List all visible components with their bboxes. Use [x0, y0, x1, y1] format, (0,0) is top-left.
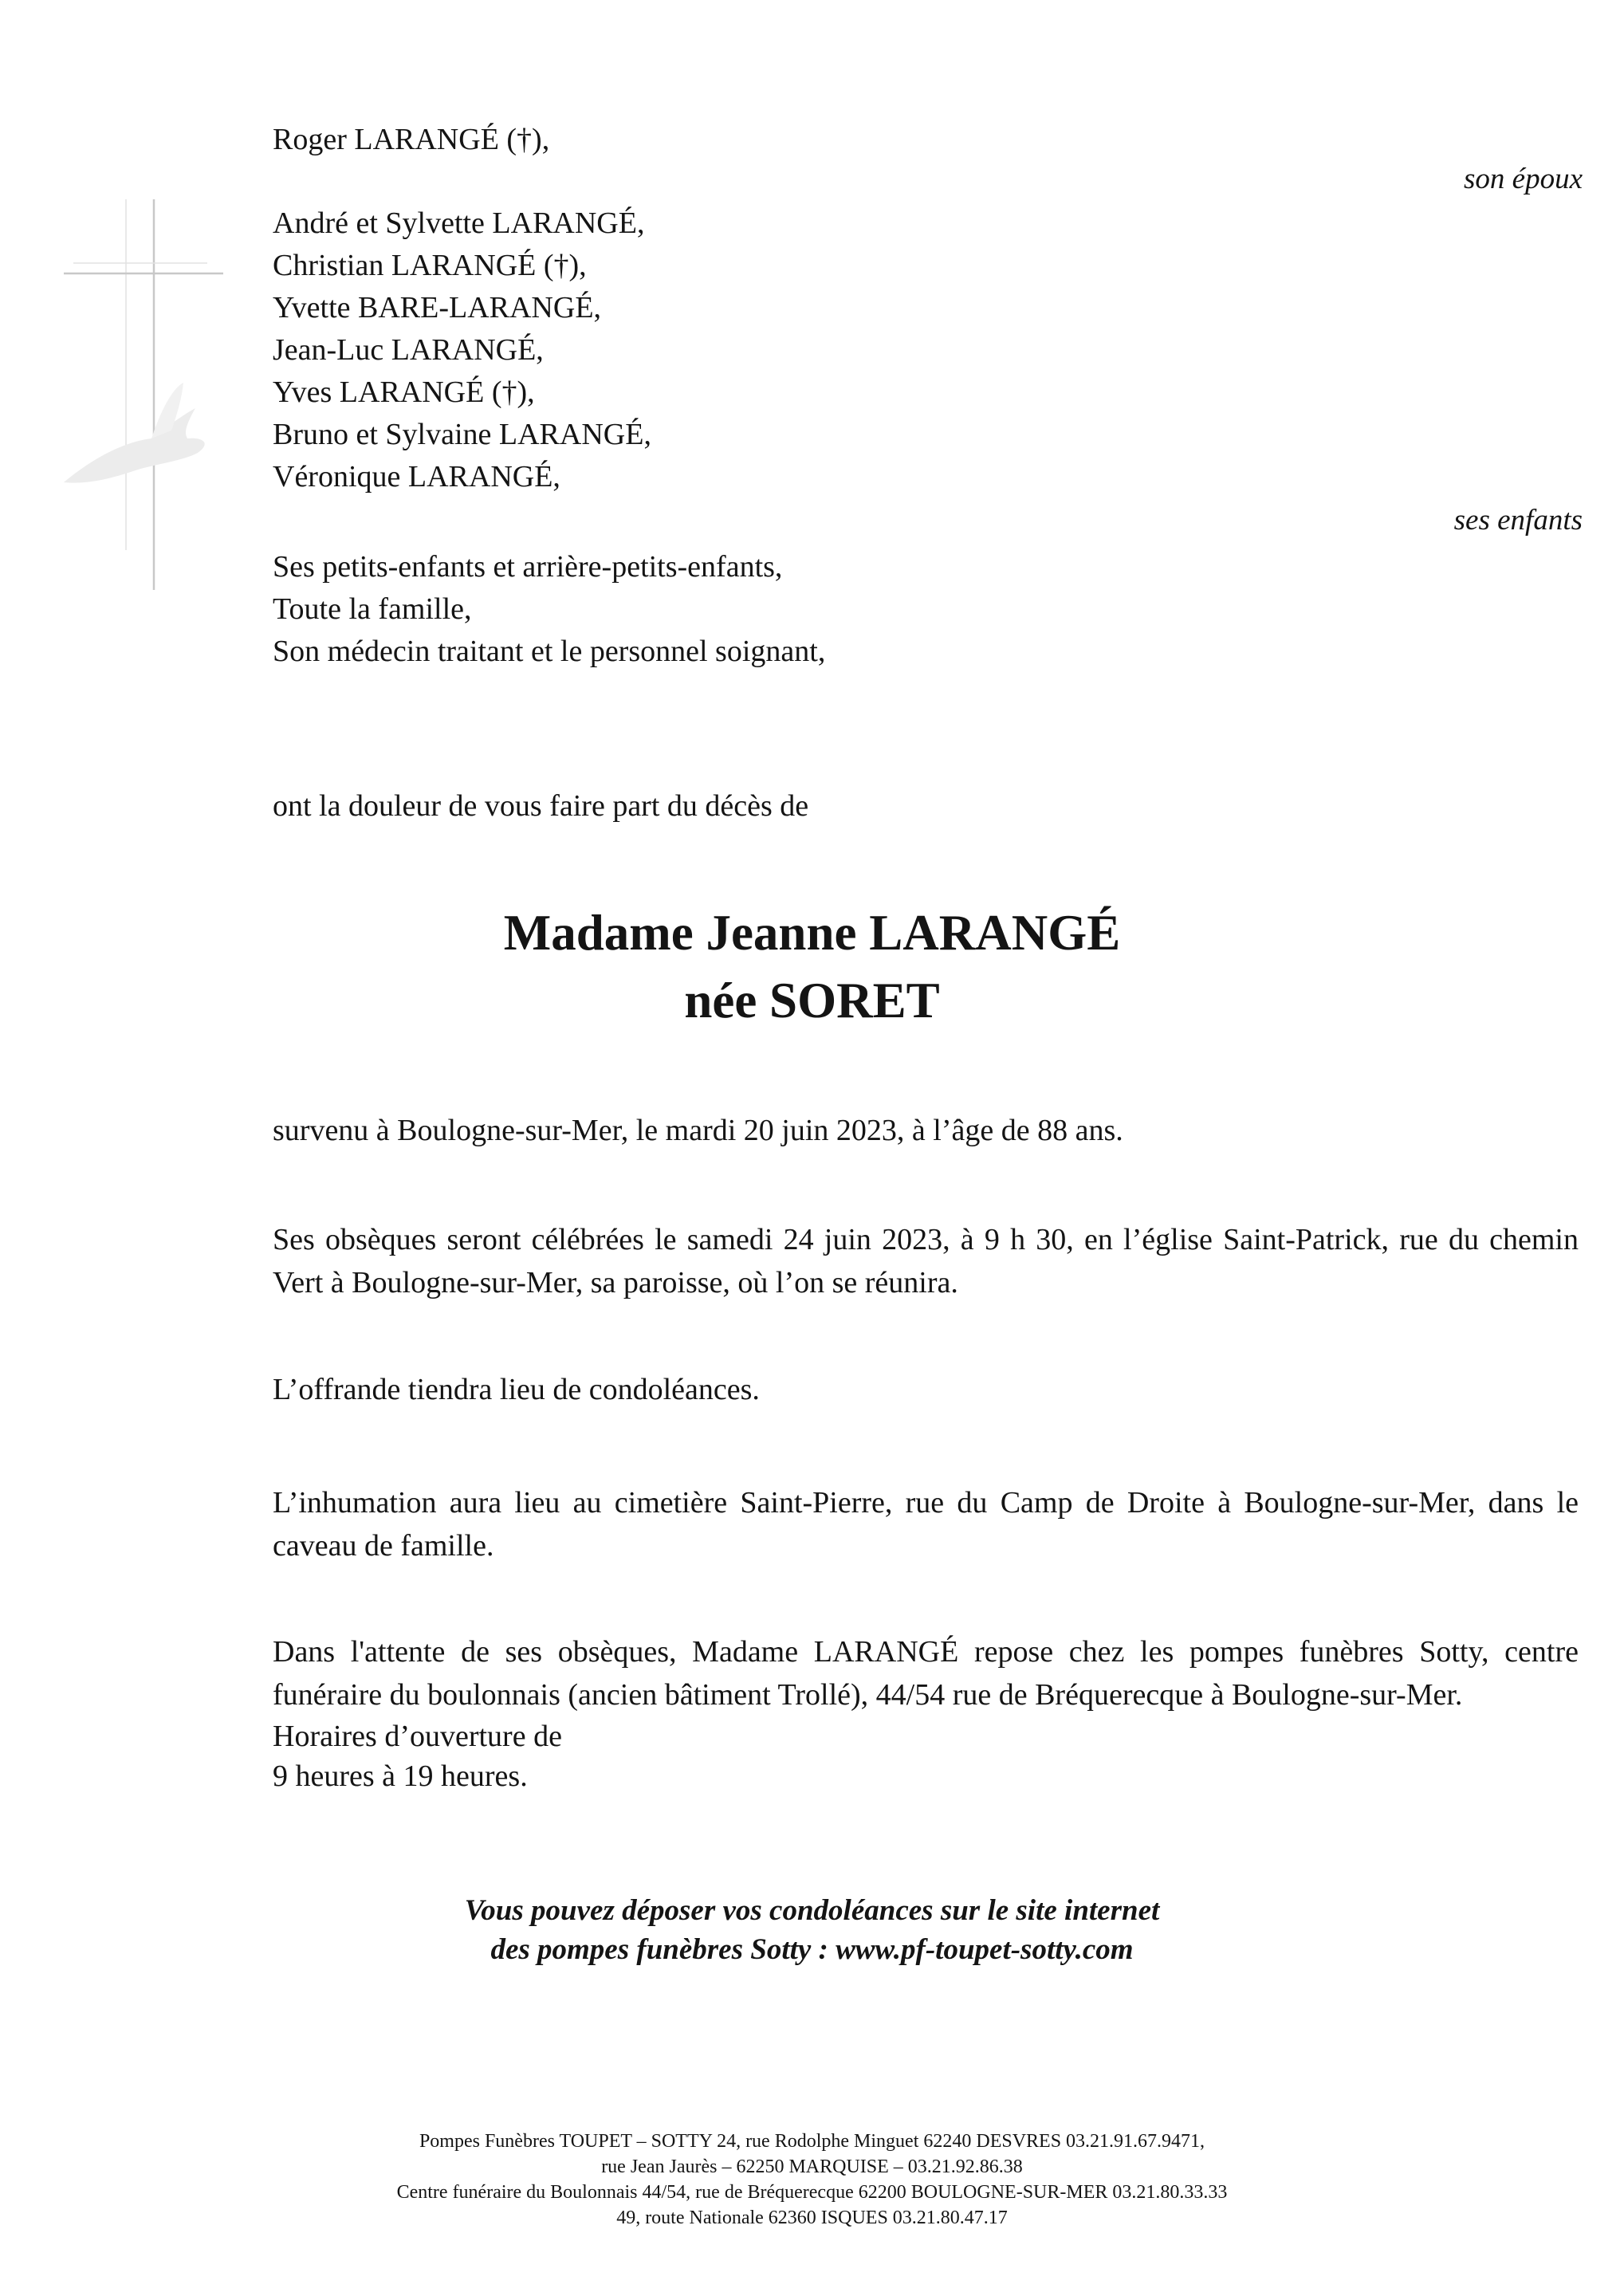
child-line: André et Sylvette LARANGÉ,	[273, 206, 645, 240]
funeral-paragraph: Ses obsèques seront célébrées le samedi 24 juin 2023, à 9 h 30, en l’église Saint-Patrick, rue du chemin Vert à Boulogne-sur-Mer, sa paroisse, où l’on se réunira.	[273, 1223, 1579, 1299]
offering-text: L’offrande tiendra lieu de condoléances.	[273, 1373, 760, 1406]
husband-role: son époux	[1464, 163, 1583, 195]
death-info: survenu à Boulogne-sur-Mer, le mardi 20 juin 2023, à l’âge de 88 ans.	[273, 1114, 1123, 1147]
husband-line: Roger LARANGÉ (†),	[273, 123, 550, 156]
rest-paragraph: Dans l'attente de ses obsèques, Madame LARANGÉ repose chez les pompes funèbres Sotty, centre funéraire du boulonnais (ancien bâtiment Trollé), 44/54 rue de Bréquerecque à Boulogne-sur-Mer.	[273, 1635, 1579, 1712]
condolences-note-line1: Vous pouvez déposer vos condoléances sur le site internet	[464, 1894, 1160, 1927]
footer-line: 49, route Nationale 62360 ISQUES 03.21.80.47.17	[616, 2208, 1008, 2228]
footer-line: Centre funéraire du Boulonnais 44/54, rue de Bréquerecque 62200 BOULOGNE-SUR-MER 03.21.80.33.33	[396, 2182, 1228, 2203]
footer-line: Pompes Funèbres TOUPET – SOTTY 24, rue Rodolphe Minguet 62240 DESVRES 03.21.91.67.9471,	[419, 2131, 1205, 2152]
child-line: Yves LARANGÉ (†),	[273, 375, 535, 409]
child-line: Bruno et Sylvaine LARANGÉ,	[273, 418, 651, 451]
burial-paragraph: L’inhumation aura lieu au cimetière Saint-Pierre, rue du Camp de Droite à Boulogne-sur-Mer, dans le caveau de famille.	[273, 1486, 1579, 1563]
relatives-line: Ses petits-enfants et arrière-petits-enfants,	[273, 550, 783, 584]
child-line: Véronique LARANGÉ,	[273, 460, 560, 493]
opening-hours: 9 heures à 19 heures.	[273, 1759, 528, 1793]
child-line: Jean-Luc LARANGÉ,	[273, 333, 544, 367]
children-role: ses enfants	[1453, 504, 1583, 537]
condolences-note-line2: des pompes funèbres Sotty : www.pf-toupet-sotty.com	[490, 1933, 1134, 1966]
deceased-maiden-name: née SORET	[684, 973, 940, 1028]
footer-line: rue Jean Jaurès – 62250 MARQUISE – 03.21.92.86.38	[601, 2156, 1023, 2177]
deceased-name: Madame Jeanne LARANGÉ	[503, 905, 1121, 961]
announcement-text: ont la douleur de vous faire part du décès de	[273, 789, 809, 823]
relatives-line: Toute la famille,	[273, 592, 472, 626]
relatives-line: Son médecin traitant et le personnel soignant,	[273, 635, 826, 668]
cross-dove-icon	[64, 199, 303, 598]
opening-hours-label: Horaires d’ouverture de	[273, 1720, 562, 1753]
child-line: Christian LARANGÉ (†),	[273, 249, 587, 282]
child-line: Yvette BARE-LARANGÉ,	[273, 291, 602, 324]
